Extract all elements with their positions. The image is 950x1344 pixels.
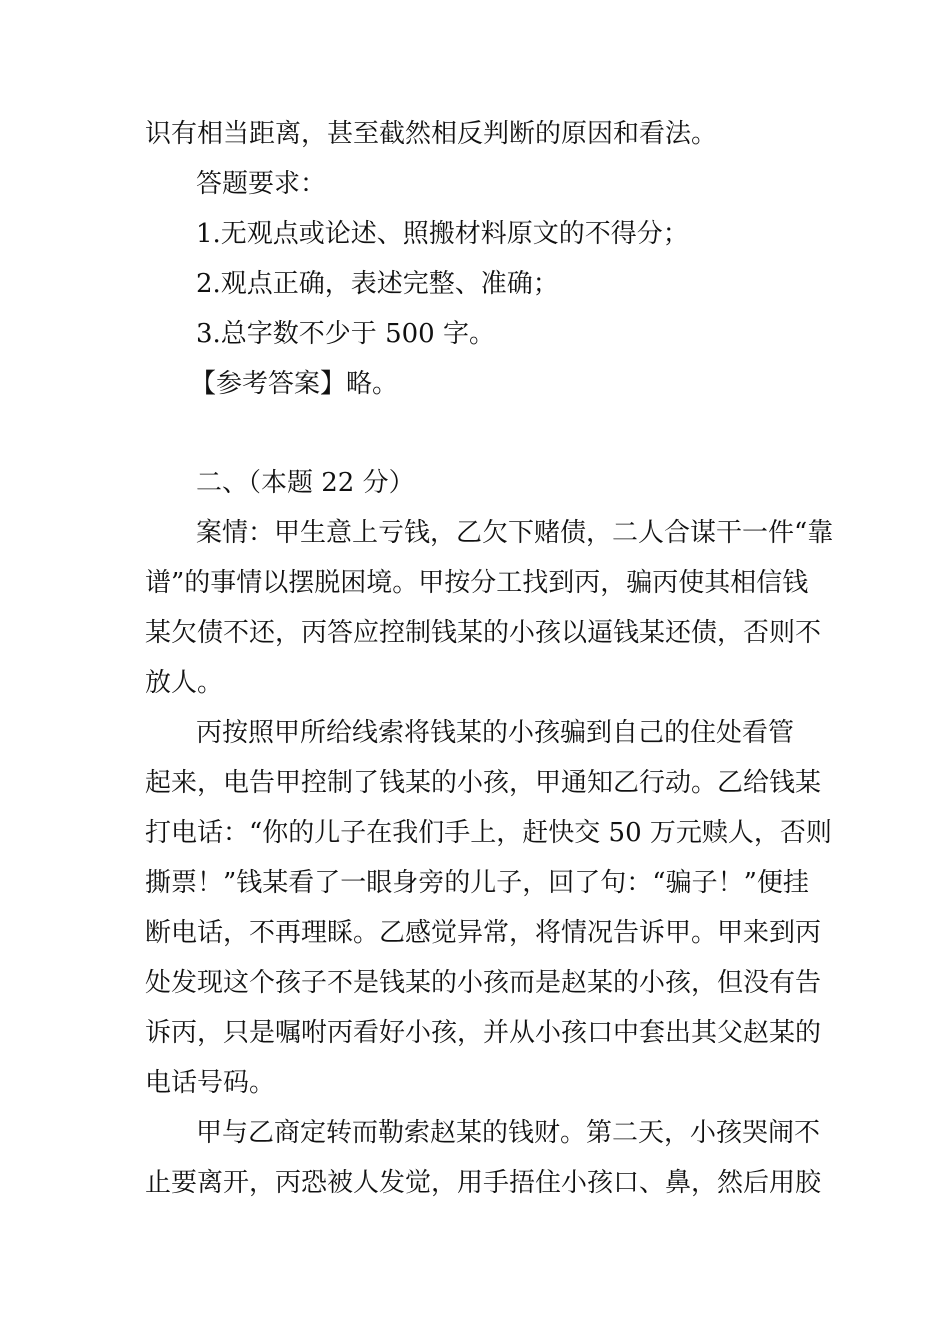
text-line: 断电话，不再理睬。乙感觉异常，将情况告诉甲。甲来到丙 [145,918,822,948]
answer-requirements-heading: 答题要求： [196,169,327,199]
text-line: 案情：甲生意上亏钱，乙欠下赌债，二人合谋干一件“靠 [196,518,834,548]
text-line: 放人。 [145,668,224,698]
text-line: 丙按照甲所给线索将钱某的小孩骗到自己的住处看管 [196,718,795,748]
question-heading: 二、（本题 22 分） [196,468,415,498]
requirement-item: 1.无观点或论述、照搬材料原文的不得分； [196,219,689,249]
text-line: 谱”的事情以摆脱困境。甲按分工找到丙，骗丙使其相信钱 [145,568,809,598]
text-line: 处发现这个孩子不是钱某的小孩而是赵某的小孩，但没有告 [145,968,822,998]
text-line: 打电话：“你的儿子在我们手上，赶快交 50 万元赎人，否则 [145,818,832,848]
text-line: 甲与乙商定转而勒索赵某的钱财。第二天，小孩哭闹不 [196,1118,821,1148]
text-line: 撕票！”钱某看了一眼身旁的儿子，回了句：“骗子！”便挂 [145,868,809,898]
text-line: 止要离开，丙恐被人发觉，用手捂住小孩口、鼻，然后用胶 [145,1168,822,1198]
text-line: 起来，电告甲控制了钱某的小孩，甲通知乙行动。乙给钱某 [145,768,822,798]
requirement-item: 3.总字数不少于 500 字。 [196,319,495,349]
requirement-item: 2.观点正确，表述完整、准确； [196,269,559,299]
text-line: 诉丙，只是嘱咐丙看好小孩，并从小孩口中套出其父赵某的 [145,1018,822,1048]
text-line: 某欠债不还，丙答应控制钱某的小孩以逼钱某还债，否则不 [145,618,822,648]
text-line: 电话号码。 [145,1068,276,1098]
reference-answer: 【参考答案】略。 [190,369,399,399]
text-line: 识有相当距离，甚至截然相反判断的原因和看法。 [145,119,718,149]
